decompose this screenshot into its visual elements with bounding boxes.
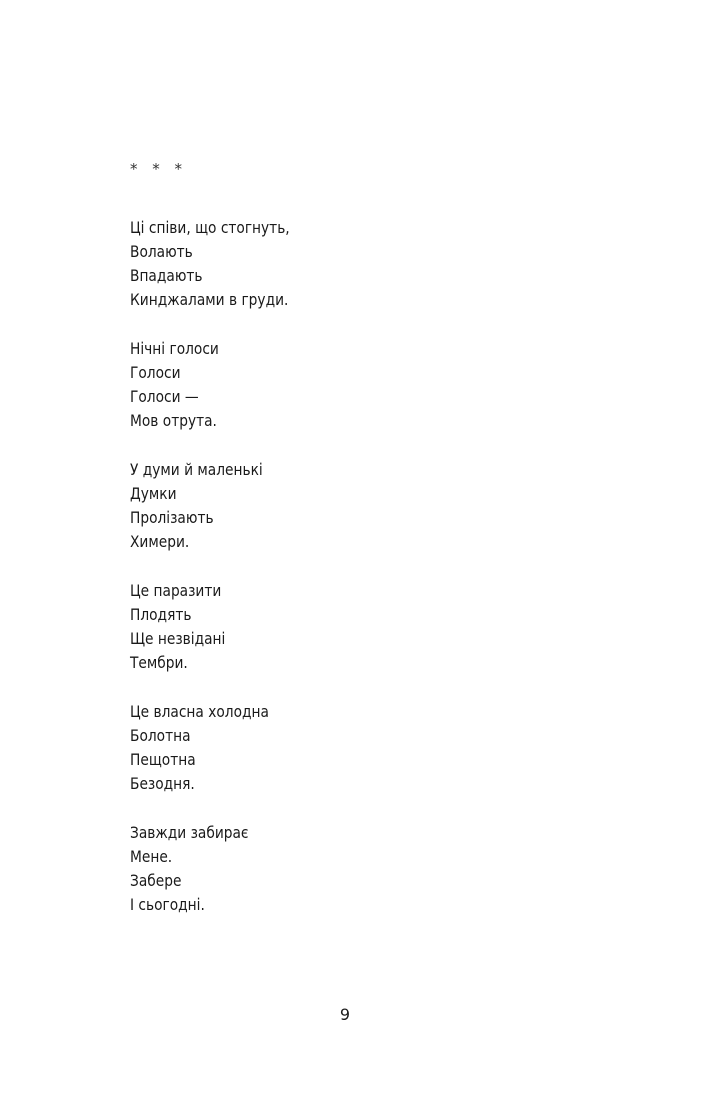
poem-line: Нічні голоси bbox=[130, 339, 219, 358]
poem-line: Кинджалами в груди. bbox=[130, 290, 289, 309]
stanza bbox=[130, 700, 316, 796]
poem-line: Завжди забирає bbox=[130, 823, 249, 842]
poem-line: Впадають bbox=[130, 266, 203, 285]
stanza bbox=[130, 579, 316, 675]
stanza bbox=[130, 216, 316, 312]
stanza bbox=[130, 821, 316, 917]
poem-line: Тембри. bbox=[130, 653, 188, 672]
poem-line: Голоси — bbox=[130, 387, 199, 406]
poem-line: Забере bbox=[130, 871, 182, 890]
page-number: 9 bbox=[339, 1005, 351, 1024]
poem-line: Безодня. bbox=[130, 774, 195, 793]
poem-line: Це власна холодна bbox=[130, 702, 269, 721]
poem-line: Голоси bbox=[130, 363, 181, 382]
poem bbox=[130, 216, 316, 942]
poem-line: Химери. bbox=[130, 532, 190, 551]
poem-line: Пещотна bbox=[130, 750, 196, 769]
poem-line: Мов отрута. bbox=[130, 411, 217, 430]
poem-line: Мене. bbox=[130, 847, 173, 866]
stanza bbox=[130, 458, 316, 554]
stanza bbox=[130, 337, 316, 433]
poem-line: Думки bbox=[130, 484, 177, 503]
section-ornament: * * * bbox=[130, 160, 188, 178]
poem-line: Пролізають bbox=[130, 508, 214, 527]
poem-line: Ці співи, що стогнуть, bbox=[130, 218, 290, 237]
poem-line: У думи й маленькі bbox=[130, 460, 263, 479]
poem-line: Болотна bbox=[130, 726, 191, 745]
poem-line: Волають bbox=[130, 242, 193, 261]
poem-line: Плодять bbox=[130, 605, 192, 624]
poem-line: Ще незвідані bbox=[130, 629, 226, 648]
poem-line: І сьогодні. bbox=[130, 895, 205, 914]
poem-line: Це паразити bbox=[130, 581, 222, 600]
